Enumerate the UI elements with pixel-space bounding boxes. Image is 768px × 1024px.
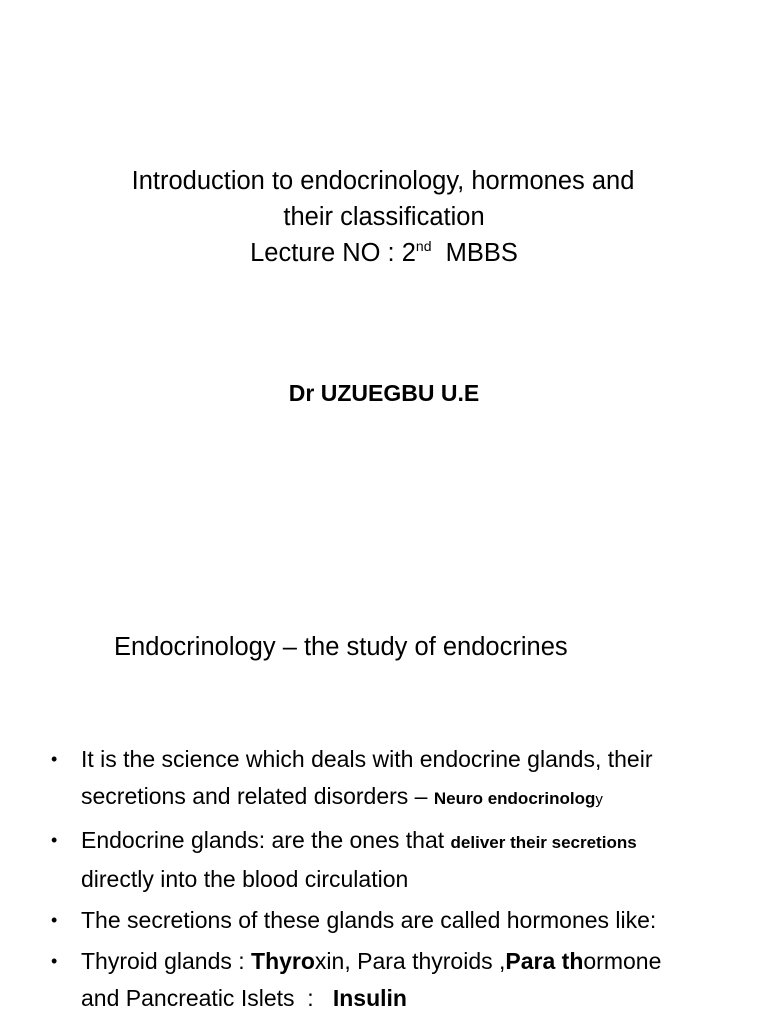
bullet-icon: • (51, 830, 58, 850)
bullet-icon: • (51, 951, 58, 971)
bullet-3-line-1: The secretions of these glands are called hormones like: (81, 907, 657, 933)
bullet-4-line-2 (81, 980, 768, 1017)
bullet-1-line-2 (81, 778, 768, 818)
bullet-2-emphasis: deliver their secretions (450, 833, 637, 852)
bullet-icon: • (51, 749, 58, 769)
bullet-4-text-3: ormone (583, 948, 662, 974)
author-name: Dr UZUEGBU U.E (288, 380, 480, 406)
bullet-4-text-4: and Pancreatic Islets : (81, 985, 333, 1011)
ordinal-suffix: nd (415, 238, 432, 254)
title-line-3 (0, 235, 768, 271)
lecture-label: Lecture NO : 2 (250, 239, 416, 267)
section-heading: Endocrinology – the study of endocrines (114, 633, 568, 661)
bullet-4-emphasis-3: Insulin (332, 985, 407, 1011)
bullet-4-text-2: xin, Para thyroids , (314, 948, 506, 974)
list-item (0, 822, 768, 898)
bullet-1-tail: y (595, 791, 603, 808)
bullet-4-emphasis-2: Para th (505, 948, 584, 974)
bullet-list (0, 741, 768, 1021)
list-item (0, 902, 768, 939)
bullet-4-line-1 (81, 943, 768, 980)
bullet-2-line-2: directly into the blood circulation (81, 866, 409, 892)
bullet-icon: • (51, 910, 58, 930)
bullet-1-emphasis: Neuro endocrinolog (433, 789, 596, 808)
bullet-1-line-1: It is the science which deals with endocrine glands, their (81, 746, 653, 772)
bullet-4-emphasis-1: Thyro (251, 948, 315, 974)
list-item (0, 741, 768, 818)
title-line-2: their classification (283, 203, 485, 231)
bullet-1-text: secretions and related disorders – (81, 783, 434, 809)
course-label: MBBS (431, 239, 518, 267)
slide-title (0, 163, 768, 271)
title-line-1: Introduction to endocrinology, hormones and (131, 167, 635, 195)
list-item (0, 943, 768, 1017)
bullet-2-text: Endocrine glands: are the ones that (81, 827, 451, 853)
bullet-4-text-1: Thyroid glands : (81, 948, 252, 974)
bullet-2-line-1 (81, 822, 768, 861)
